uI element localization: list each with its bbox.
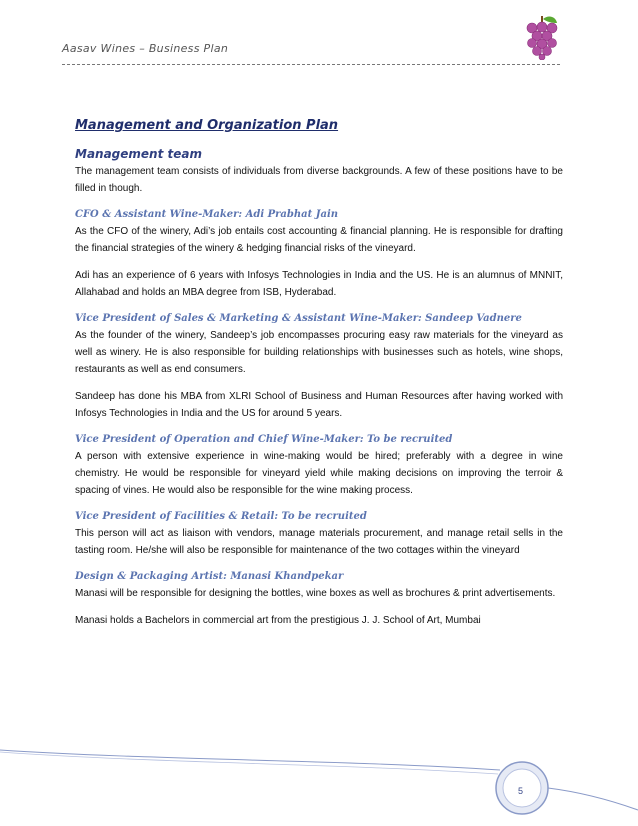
role-title: Vice President of Sales & Marketing & Assistant Wine-Maker: Sandeep Vadnere xyxy=(75,313,522,324)
role-block xyxy=(75,311,563,422)
role-block xyxy=(75,432,563,499)
role-paragraph: Adi has an experience of 6 years with Infosys Technologies in India and the US. He is an alumnus of MNNIT, Allahabad and holds an MBA degree from ISB, Hyderabad. xyxy=(75,270,563,298)
role-block xyxy=(75,509,563,559)
grapes-icon xyxy=(522,14,562,60)
footer-decoration xyxy=(0,730,638,826)
role-title: Vice President of Facilities & Retail: To be recruited xyxy=(75,511,367,522)
role-title: CFO & Assistant Wine-Maker: Adi Prabhat Jain xyxy=(75,209,339,220)
subsection-title: Management team xyxy=(75,147,202,161)
role-paragraph: Manasi will be responsible for designing the bottles, wine boxes as well as brochures & print advertisements. xyxy=(75,588,556,599)
role-block xyxy=(75,207,563,301)
role-paragraph: Manasi holds a Bachelors in commercial art from the prestigious J. J. School of Art, Mumbai xyxy=(75,615,481,626)
header-divider xyxy=(62,64,560,65)
header-title: Aasav Wines – Business Plan xyxy=(62,42,229,55)
role-paragraph: This person will act as liaison with vendors, manage materials procurement, and manage retail sells in the tasting room. He/she will also be responsible for maintenance of the two cottages within the vineyard xyxy=(75,528,563,556)
section-title: Management and Organization Plan xyxy=(75,118,339,133)
role-paragraph: A person with extensive experience in wine-making would be hired; preferably with a degree in wine chemistry. He would be responsible for vineyard yield while making decisions on improving the terroir & spacing of vines. He would also be responsible for the wine making process. xyxy=(75,451,563,496)
role-paragraph: As the CFO of the winery, Adi’s job entails cost accounting & financial planning. He is responsible for drafting the financial strategies of the winery & hedging financial risks of the vineyard. xyxy=(75,226,563,254)
role-title: Vice President of Operation and Chief Wine-Maker: To be recruited xyxy=(75,434,453,445)
role-paragraph: Sandeep has done his MBA from XLRI School of Business and Human Resources after having worked with Infosys Technologies in India and the US for around 5 years. xyxy=(75,391,563,419)
page-number: 5 xyxy=(518,786,524,796)
role-title: Design & Packaging Artist: Manasi Khandpekar xyxy=(75,571,344,582)
intro-paragraph: The management team consists of individuals from diverse backgrounds. A few of these positions have to be filled in though. xyxy=(75,166,563,194)
role-paragraph: As the founder of the winery, Sandeep’s job encompasses procuring easy raw materials for the vineyard as well as winery. He is also responsible for building relationships with businesses such as hotels, wine shops, restaurants as well as end consumers. xyxy=(75,330,563,375)
role-block xyxy=(75,569,563,629)
document-body xyxy=(75,118,563,639)
